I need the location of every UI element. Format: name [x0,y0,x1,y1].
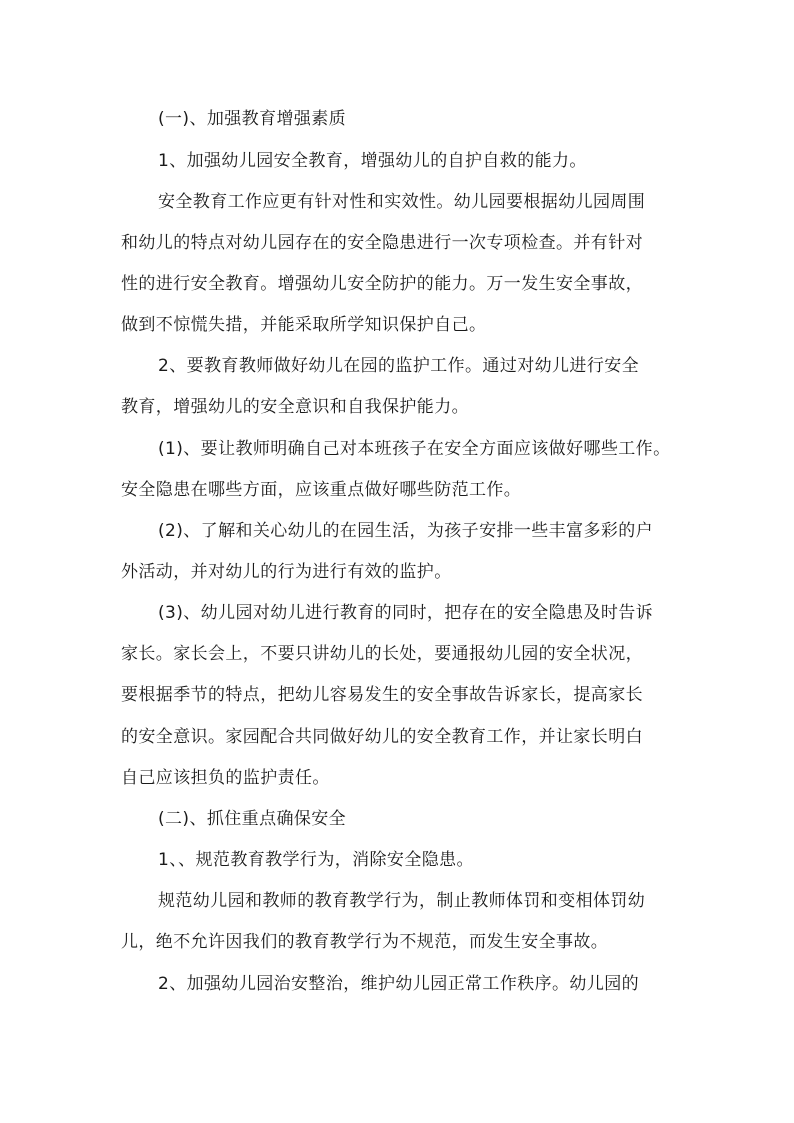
paragraph-line: 规范幼儿园和教师的教育教学行为，制止教师体罚和变相体罚幼 [158,891,646,911]
subsection-heading-1: 1、加强幼儿园安全教育，增强幼儿的自护自救的能力。 [158,151,587,171]
paragraph-line: 的安全意识。家园配合共同做好幼儿的安全教育工作，并让家长明白 [121,727,643,747]
section-heading-2: (二)、抓住重点确保安全 [158,809,347,829]
paragraph-line: 安全隐患在哪些方面，应该重点做好哪些防范工作。 [121,480,522,500]
paragraph-line: 做到不惊慌失措，并能采取所学知识保护自己。 [121,315,487,335]
paragraph-line: 和幼儿的特点对幼儿园存在的安全隐患进行一次专项检查。并有针对 [121,233,643,253]
paragraph-line: 家长。家长会上，不要只讲幼儿的长处，要通报幼儿园的安全状况， [121,644,643,664]
list-item-3: (3)、幼儿园对幼儿进行教育的同时，把存在的安全隐患及时告诉 [158,603,654,623]
paragraph-line: 要根据季节的特点，把幼儿容易发生的安全事故告诉家长，提高家长 [121,685,643,705]
paragraph-line: 外活动，并对幼儿的行为进行有效的监护。 [121,562,452,582]
subsection-heading-2: 2、要教育教师做好幼儿在园的监护工作。通过对幼儿进行安全 [158,356,640,376]
section-heading-1: (一)、加强教育增强素质 [158,109,347,129]
paragraph-line: 自己应该担负的监护责任。 [121,768,330,788]
paragraph-line: 教育，增强幼儿的安全意识和自我保护能力。 [121,397,469,417]
paragraph-line: 儿，绝不允许因我们的教育教学行为不规范，而发生安全事故。 [121,932,609,952]
subsection-heading-3: 1、、规范教育教学行为，消除安全隐患。 [158,850,474,870]
paragraph-line: 性的进行安全教育。增强幼儿安全防护的能力。万一发生安全事故， [121,274,643,294]
list-item-1: (1)、要让教师明确自己对本班孩子在安全方面应该做好哪些工作。 [158,439,671,459]
list-item-2: (2)、了解和关心幼儿的在园生活，为孩子安排一些丰富多彩的户 [158,521,654,541]
subsection-heading-4: 2、加强幼儿园治安整治，维护幼儿园正常工作秩序。幼儿园的 [158,974,640,994]
paragraph-line: 安全教育工作应更有针对性和实效性。幼儿园要根据幼儿园周围 [158,192,646,212]
